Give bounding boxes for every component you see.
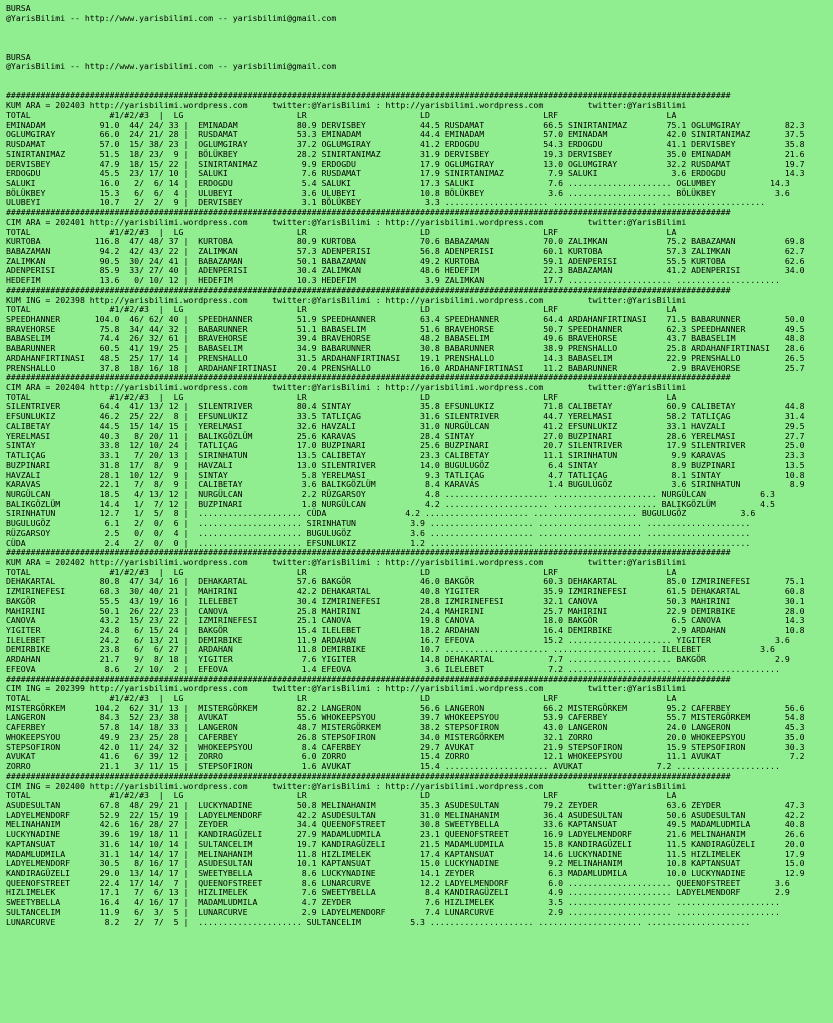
text-line: TOTAL #1/#2/#3 | LG LR LD LRF LA [6,226,677,237]
text-line: LADYELMENDORF 30.5 8/ 16/ 17 | ASUDESULTAN 10.1 KAPTANSUAT 15.0 LUCKYNADINE 9.2 MELINAHANIM 10.8 KAPTANSUAT 15.0 [6,858,805,869]
text-line: @YarisBilimi -- http://www.yarisbilimi.com -- yarisbilimi@gmail.com [6,61,337,72]
text-line: RUSDAMAT 57.0 15/ 38/ 23 | OGLUMGIRAY 37.2 OGLUMGIRAY 41.2 ERDOGDU 54.3 ERDOGDU 41.1 DERVISBEY 35.8 [6,139,805,150]
text-line: SPEEDHANNER 104.0 46/ 62/ 40 | SPEEDHANNER 51.9 SPEEDHANNER 63.4 SPEEDHANNER 64.4 ARDAHANFIRTINASI 71.5 BABARUNNER 50.0 [6,314,805,324]
text-line: BÖLÜKBEY 15.3 6/ 6/ 4 | ULUBEYI 3.6 ULUBEYI 10.8 BÖLÜKBEY 3.6 ..................... BÖLÜKBEY 3.6 [6,187,790,198]
text-line: BABAZAMAN 94.2 42/ 43/ 22 | ZALIMKAN 57.3 ADENPERISI 56.8 ADENPERISI 60.1 KURTOBA 57.3 ZALIMKAN 62.7 [6,245,805,256]
text-line: ASUDESULTAN 67.8 48/ 29/ 21 | LUCKYNADINE 50.8 MELINAHANIM 35.3 ASUDESULTAN 79.2 ZEYDER 63.6 ZEYDER 47.3 [6,799,805,810]
text-line: KUM ARA = 202402 http://yarisbilimi.wordpress.com twitter:@YarisBilimi : http://yarisbilimi.wordpress.com twitter:@YarisBilimi [6,556,687,567]
text-line: LANGERON 84.3 52/ 23/ 38 | AVUKAT 55.6 WHOKEEPSYOU 39.7 WHOKEEPSYOU 53.9 CAFERBEY 55.7 MISTERGÖRKEM 54.8 [6,712,805,723]
text-line: CÜDA 2.4 2/ 0/ 0 | ..................... EFSUNLUKIZ 1.2 ..................... ..................... ..................... [6,537,751,548]
text-line: ################################################################################################################################################### [6,90,731,101]
text-line: HAVZALI 28.1 10/ 12/ 9 | SINTAY 5.8 YERELMASI 9.3 TATLIÇAG 4.7 TATLIÇAG 8.1 SINTAY 10.8 [6,469,805,480]
text-line: ################################################################################################################################################### [6,372,731,383]
text-line: TATLIÇAG 33.1 7/ 20/ 13 | SIRINHATUN 13.5 CALIBETAY 23.3 CALIBETAY 11.1 SIRINHATUN 9.9 KARAVAS 23.3 [6,450,805,461]
text-line: CIM ARA = 202401 http://yarisbilimi.wordpress.com twitter:@YarisBilimi : http://yarisbilimi.wordpress.com twitter:@YarisBilimi [6,216,687,227]
text-line: ################################################################################################################################################### [6,547,731,558]
text-line: CIM ING = 202400 http://yarisbilimi.wordpress.com twitter:@YarisBilimi : http://yarisbilimi.wordpress.com twitter:@YarisBilimi [6,780,687,791]
text-line: ################################################################################################################################################### [6,284,731,295]
text-line: LUCKYNADINE 39.6 19/ 18/ 11 | KANDIRAGÜZELI 27.9 MADAMLUDMILA 23.1 QUEENOFSTREET 16.9 LADYELMENDORF 21.6 MELINAHANIM 26.6 [6,829,805,840]
text-line: YERELMASI 40.3 8/ 20/ 11 | BALIKGÖZLÜM 25.6 KARAVAS 28.4 SINTAY 27.0 BUZPINARI 28.6 YERELMASI 27.7 [6,430,805,441]
text-line: KARAVAS 22.1 7/ 8/ 9 | CALIBETAY 3.6 BALIKGÖZLÜM 8.4 KARAVAS 1.4 BUGULUGÖZ 3.6 SIRINHATUN 8.9 [6,479,805,490]
text-line: CAFERBEY 57.8 14/ 18/ 33 | LANGERON 48.7 MISTERGÖRKEM 38.2 STEPSOFIRON 43.0 LANGERON 24.0 LANGERON 45.3 [6,722,805,733]
text-line: SINTAY 33.8 12/ 10/ 24 | TATLIÇAG 17.0 BUZPINARI 25.6 BUZPINARI 20.7 SILENTRIVER 17.9 SILENTRIVER 25.0 [6,440,805,451]
text-line: ARDAHAN 21.7 9/ 8/ 18 | YIGITER 7.6 YIGITER 14.8 DEHAKARTAL 7.7 ..................... BAKGÖR 2.9 [6,654,790,665]
text-line: TOTAL #1/#2/#3 | LG LR LD LRF LA [6,566,677,577]
text-line: CIM ARA = 202404 http://yarisbilimi.wordpress.com twitter:@YarisBilimi : http://yarisbilimi.wordpress.com twitter:@YarisBilimi [6,382,687,393]
text-line: BABARUNNER 60.5 41/ 19/ 25 | BABASELIM 34.9 BABARUNNER 30.8 BABARUNNER 38.9 PRENSHALLO 25.8 ARDAHANFIRTINASI 28.6 [6,343,805,354]
text-line: KAPTANSUAT 31.6 14/ 10/ 14 | SULTANCELIM 19.7 KANDIRAGÜZELI 21.5 MADAMLUDMILA 15.8 KANDIRAGÜZELI 11.5 KANDIRAGÜZELI 20.0 [6,838,805,849]
text-line: IZMIRINEFESI 68.3 30/ 40/ 21 | MAHIRINI 42.2 DEHAKARTAL 40.8 YIGITER 35.9 IZMIRINEFESI 61.5 DEHAKARTAL 60.8 [6,586,805,597]
text-line: MADAMLUDMILA 31.1 14/ 14/ 17 | MELINAHANIM 11.8 HIZLIMELEK 17.4 KAPTANSUAT 14.6 LUCKYNADINE 11.5 HIZLIMELEK 17.9 [6,848,805,859]
text-line: CIM ING = 202399 http://yarisbilimi.wordpress.com twitter:@YarisBilimi : http://yarisbilimi.wordpress.com twitter:@YarisBilimi [6,683,687,694]
text-line: SWEETYBELLA 16.4 4/ 16/ 17 | MADAMLUDMILA 4.7 ZEYDER 7.6 HIZLIMELEK 3.5 ..................... ..................... [6,897,780,908]
text-line: @YarisBilimi -- http://www.yarisbilimi.com -- yarisbilimi@gmail.com [6,12,337,23]
text-line: BABASELIM 74.4 26/ 32/ 61 | BRAVEHORSE 39.4 BRAVEHORSE 48.2 BABASELIM 49.6 BRAVEHORSE 43.7 BABASELIM 48.8 [6,333,805,344]
text-line: EMINADAM 91.0 44/ 24/ 33 | EMINADAM 80.9 DERVISBEY 44.5 RUSDAMAT 66.5 SINIRTANIMAZ 75.1 OGLUMGIRAY 82.3 [6,119,805,130]
text-line: DEMIRBIKE 23.8 6/ 6/ 27 | ARDAHAN 11.8 DEMIRBIKE 10.7 ..................... ..................... ILELEBET 3.6 [6,644,775,655]
text-line: TOTAL #1/#2/#3 | LG LR LD LRF LA [6,693,677,704]
text-line: SIRINHATUN 12.7 1/ 5/ 8 | ..................... CÜDA 4.2 ..................... ..................... BUGULUGÖZ 3.6 [6,508,756,519]
text-line: LADYELMENDORF 52.9 22/ 15/ 19 | LADYELMENDORF 42.2 ASUDESULTAN 31.0 MELINAHANIM 36.4 ASUDESULTAN 50.6 ASUDESULTAN 42.2 [6,809,805,820]
text-line: SILENTRIVER 64.4 41/ 13/ 12 | SILENTRIVER 80.4 SINTAY 35.8 EFSUNLUKIZ 71.8 CALIBETAY 60.9 CALIBETAY 44.8 [6,401,805,412]
text-line: HIZLIMELEK 17.1 7/ 6/ 13 | HIZLIMELEK 7.6 SWEETYBELLA 8.4 KANDIRAGÜZELI 4.9 ..................... LADYELMENDORF 2.9 [6,887,790,898]
text-line [6,72,833,82]
text-line: BURSA [6,51,31,62]
text-line: ZALIMKAN 90.5 30/ 24/ 41 | BABAZAMAN 50.1 BABAZAMAN 49.2 KURTOBA 59.1 ADENPERISI 55.5 KURTOBA 62.6 [6,255,805,266]
text-line: KUM ARA = 202403 http://yarisbilimi.wordpress.com twitter:@YarisBilimi : http://yarisbilimi.wordpress.com twitter:@YarisBilimi [6,100,687,111]
text-line: TOTAL #1/#2/#3 | LG LR LD LRF LA [6,391,677,402]
text-line: MELINAHANIM 42.6 16/ 28/ 27 | ZEYDER 34.4 QUEENOFSTREET 30.8 SWEETYBELLA 33.6 KAPTANSUAT 49.5 MADAMLUDMILA 40.8 [6,819,805,830]
text-line: BRAVEHORSE 75.8 34/ 44/ 32 | BABARUNNER 51.1 BABASELIM 51.6 BRAVEHORSE 50.7 SPEEDHANNER 62.3 SPEEDHANNER 49.5 [6,323,805,334]
text-line: DERVISBEY 47.9 18/ 15/ 22 | SINIRTANIMAZ 9.9 ERDOGDU 17.9 OGLUMGIRAY 13.0 OGLUMGIRAY 32.2 RUSDAMAT 19.7 [6,158,805,169]
text-line: ADENPERISI 85.9 33/ 27/ 40 | ADENPERISI 30.4 ZALIMKAN 48.6 HEDEFIM 22.3 BABAZAMAN 41.2 ADENPERISI 34.0 [6,265,805,276]
text-line: AVUKAT 41.6 6/ 39/ 12 | ZORRO 6.0 ZORRO 15.4 ZORRO 12.1 WHOKEEPSYOU 11.1 AVUKAT 7.2 [6,751,805,762]
text-line: YIGITER 24.8 6/ 15/ 24 | BAKGÖR 15.4 ILELEBET 18.2 ARDAHAN 16.4 DEMIRBIKE 2.9 ARDAHAN 10.8 [6,625,805,635]
text-line: EFSUNLUKIZ 46.2 25/ 22/ 8 | EFSUNLUKIZ 33.5 TATLIÇAG 31.6 SILENTRIVER 44.7 YERELMASI 58.2 TATLIÇAG 31.4 [6,411,805,422]
text-line: NURGÜLCAN 18.5 4/ 13/ 12 | NURGÜLCAN 2.2 RÜZGARSOY 4.8 ..................... ..................... NURGÜLCAN 6.3 [6,488,775,499]
text-line: TOTAL #1/#2/#3 | LG LR LD LRF LA [6,304,677,315]
text-line: SINIRTANIMAZ 51.5 18/ 23/ 9 | BÖLÜKBEY 28.2 SINIRTANIMAZ 31.9 DERVISBEY 19.3 DERVISBEY 35.0 EMINADAM 21.6 [6,148,805,159]
text-line: LUNARCURVE 8.2 2/ 7/ 5 | ..................... SULTANCELIM 5.3 ..................... ..................... ..................... [6,916,751,927]
text-line: ERDOGDU 45.5 23/ 17/ 10 | SALUKI 7.6 RUSDAMAT 17.9 SINIRTANIMAZ 7.9 SALUKI 3.6 ERDOGDU 14.3 [6,168,805,179]
text-line: DEHAKARTAL 80.8 47/ 34/ 16 | DEHAKARTAL 57.6 BAKGÖR 46.0 BAKGÖR 60.3 DEHAKARTAL 85.0 IZMIRINEFESI 75.1 [6,576,805,587]
text-line: BUZPINARI 31.8 17/ 8/ 9 | HAVZALI 13.0 SILENTRIVER 14.0 BUGULUGÖZ 6.4 SINTAY 8.9 BUZPINARI 13.5 [6,459,805,470]
text-line: ################################################################################################################################################### [6,207,731,218]
text-line: CANOVA 43.2 15/ 23/ 22 | IZMIRINEFESI 25.1 CANOVA 19.8 CANOVA 18.0 BAKGÖR 6.5 CANOVA 14.3 [6,615,805,626]
text-line: SULTANCELIM 11.9 6/ 3/ 5 | LUNARCURVE 2.9 LADYELMENDORF 7.4 LUNARCURVE 2.9 ..................... ..................... [6,906,780,917]
text-line: ULUBEYI 10.7 2/ 2/ 9 | DERVISBEY 3.1 BÖLÜKBEY 3.3 ..................... ..................... ..................... [6,197,766,208]
text-line: EFEOVA 8.6 2/ 10/ 2 | EFEOVA 1.4 EFEOVA 3.6 ILELEBET 7.2 ..................... ..................... [6,663,780,674]
text-line [6,33,833,43]
text-line: CALIBETAY 44.5 15/ 14/ 15 | YERELMASI 32.6 HAVZALI 31.0 NURGÜLCAN 41.2 EFSUNLUKIZ 33.1 HAVZALI 29.5 [6,420,805,431]
text-line: BURSA [6,3,31,13]
text-line: ################################################################################################################################################### [6,673,731,684]
text-line: PRENSHALLO 37.8 18/ 16/ 18 | ARDAHANFIRTINASI 20.4 PRENSHALLO 16.0 ARDAHANFIRTINASI 11.2 BABARUNNER 2.9 BRAVEHORSE 25.7 [6,362,805,373]
text-line: ################################################################################################################################################### [6,770,731,781]
text-line: KANDIRAGÜZELI 29.0 13/ 14/ 17 | SWEETYBELLA 8.6 LUCKYNADINE 14.1 ZEYDER 6.3 MADAMLUDMILA 10.0 LUCKYNADINE 12.9 [6,867,805,878]
text-line [6,23,833,33]
text-line: BUGULUGÖZ 6.1 2/ 0/ 6 | ..................... SIRINHATUN 3.9 ..................... ..................... ..................... [6,518,751,529]
text-line: STEPSOFIRON 42.0 11/ 24/ 32 | WHOKEEPSYOU 8.4 CAFERBEY 29.7 AVUKAT 21.9 STEPSOFIRON 15.9 STEPSOFIRON 30.3 [6,741,805,752]
text-line: QUEENOFSTREET 22.4 17/ 14/ 7 | QUEENOFSTREET 8.6 LUNARCURVE 12.2 LADYELMENDORF 6.0 ..................... QUEENOFSTREET 3.6 [6,877,790,888]
text-line: ILELEBET 24.2 6/ 13/ 21 | DEMIRBIKE 11.9 ARDAHAN 16.7 EFEOVA 15.2 ..................... YIGITER 3.6 [6,634,790,645]
text-line: TOTAL #1/#2/#3 | LG LR LD LRF LA [6,109,677,120]
text-line: WHOKEEPSYOU 49.9 23/ 25/ 28 | CAFERBEY 26.8 STEPSOFIRON 34.0 MISTERGÖRKEM 32.1 ZORRO 20.0 WHOKEEPSYOU 35.0 [6,731,805,742]
text-line: BALIKGÖZLÜM 14.4 1/ 7/ 12 | BUZPINARI 1.8 NURGÜLCAN 4.2 ..................... ..................... BALIKGÖZLÜM 4.5 [6,498,775,509]
text-line [6,43,833,53]
text-line: RÜZGARSOY 2.5 0/ 0/ 4 | ..................... BUGULUGÖZ 3.6 ..................... ..................... ..................... [6,527,751,538]
text-line: ZORRO 21.1 3/ 11/ 15 | STEPSOFIRON 1.6 AVUKAT 15.4 ..................... AVUKAT 7.2 ..................... [6,761,780,772]
text-line: OGLUMGIRAY 66.0 24/ 21/ 28 | RUSDAMAT 53.3 EMINADAM 44.4 EMINADAM 57.0 EMINADAM 42.0 SINIRTANIMAZ 37.5 [6,129,805,140]
text-line: MISTERGÖRKEM 104.2 62/ 31/ 13 | MISTERGÖRKEM 82.2 LANGERON 56.6 LANGERON 66.2 MISTERGÖRKEM 95.2 CAFERBEY 56.6 [6,702,805,713]
text-line: ARDAHANFIRTINASI 48.5 25/ 17/ 14 | PRENSHALLO 31.5 ARDAHANFIRTINASI 19.1 PRENSHALLO 14.3 BABASELIM 22.9 PRENSHALLO 26.5 [6,352,805,363]
text-line: KUM ING = 202398 http://yarisbilimi.wordpress.com twitter:@YarisBilimi : http://yarisbilimi.wordpress.com twitter:@YarisBilimi [6,294,687,305]
text-line: BAKGÖR 55.5 43/ 19/ 16 | ILELEBET 30.4 IZMIRINEFESI 28.8 IZMIRINEFESI 32.1 CANOVA 50.3 MAHIRINI 30.1 [6,595,805,606]
text-line: SALUKI 16.0 2/ 6/ 14 | ERDOGDU 5.4 SALUKI 17.3 SALUKI 7.6 ..................... OGLUMBEY 14.3 [6,177,790,188]
text-line: KURTOBA 116.8 47/ 48/ 37 | KURTOBA 80.9 KURTOBA 70.6 BABAZAMAN 70.0 ZALIMKAN 75.2 BABAZAMAN 69.8 [6,236,805,247]
text-line: MAHIRINI 50.1 26/ 22/ 23 | CANOVA 25.8 MAHIRINI 24.4 MAHIRINI 25.7 MAHIRINI 22.9 DEMIRBIKE 28.0 [6,605,805,616]
text-line: TOTAL #1/#2/#3 | LG LR LD LRF LA [6,790,677,801]
text-line: HEDEFIM 13.6 0/ 10/ 12 | HEDEFIM 10.3 HEDEFIM 3.9 ZALIMKAN 17.7 ..................... ..................... [6,275,780,286]
